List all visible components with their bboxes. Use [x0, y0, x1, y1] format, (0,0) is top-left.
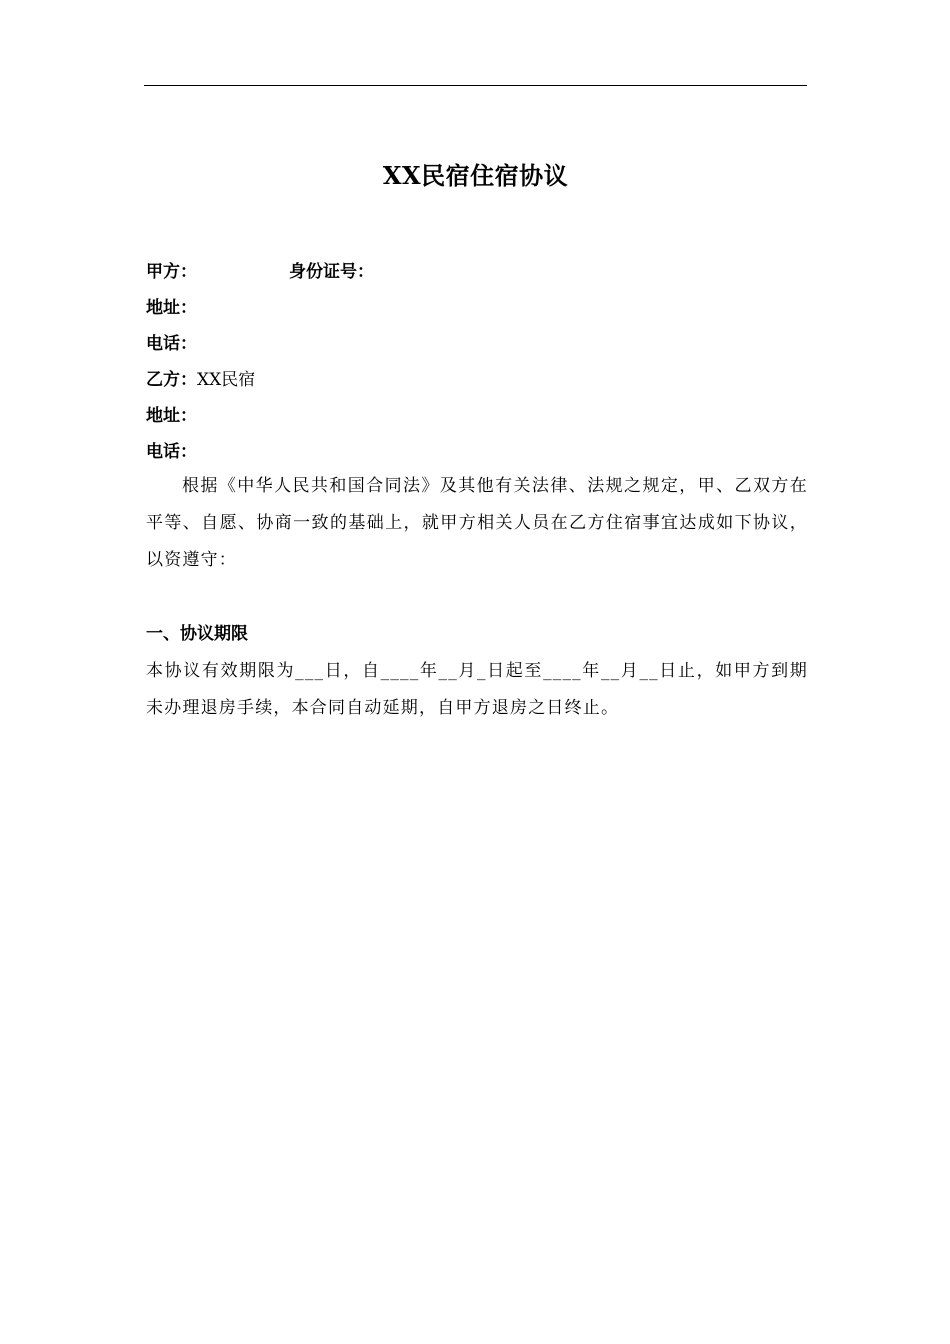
preamble-paragraph: 根据《中华人民共和国合同法》及其他有关法律、法规之规定，甲、乙双方在平等、自愿、协商一致的基础上，就甲方相关人员在乙方住宿事宜达成如下协议，以资遵守：	[146, 476, 808, 570]
party-b-phone-label: 电话：	[146, 442, 197, 462]
party-b-name-label: 乙方：	[146, 370, 197, 390]
party-a-id-label: 身份证号：	[289, 262, 374, 282]
party-b-name-line	[146, 368, 255, 392]
party-a-address-label: 地址：	[146, 298, 197, 318]
party-a-name-label: 甲方：	[146, 262, 197, 282]
document-title: XX民宿住宿协议	[382, 161, 569, 190]
party-a-phone-label: 电话：	[146, 334, 197, 354]
header-rule	[144, 85, 807, 86]
party-b-name-value: XX民宿	[197, 370, 256, 390]
section-heading: 一、协议期限	[146, 624, 248, 644]
party-b-address-label: 地址：	[146, 406, 197, 426]
section-body: 本协议有效期限为___日，自____年__月_日起至____年__月__日止，如甲方到期未办理退房手续，本合同自动延期，自甲方退房之日终止。	[146, 661, 808, 718]
